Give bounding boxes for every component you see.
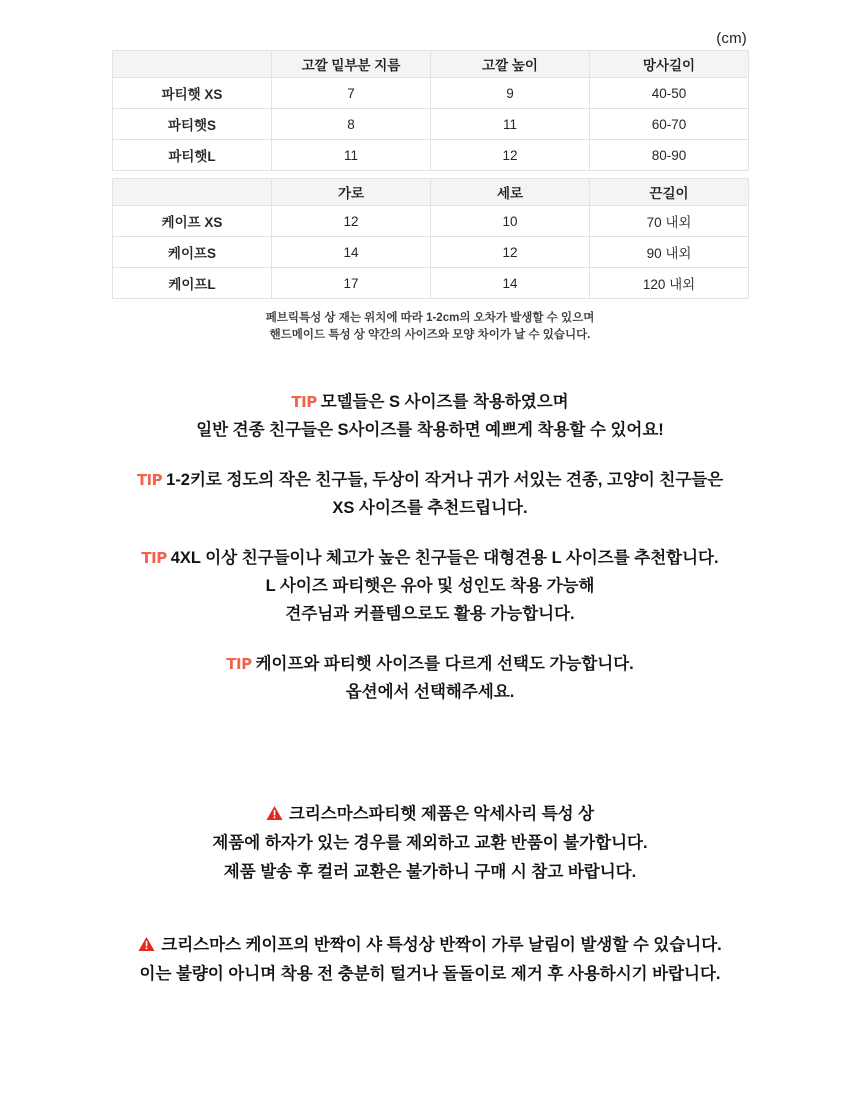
- tip-marker-icon: TIP: [291, 393, 317, 411]
- table-row: [113, 237, 749, 268]
- table-cell: 9: [431, 78, 590, 109]
- table-cell: 파티햇L: [113, 140, 272, 171]
- table-cell: 14: [431, 268, 590, 299]
- tip-block: [0, 650, 860, 706]
- table-cell: 케이프S: [113, 237, 272, 268]
- tip-line: 견주님과 커플템으로도 활용 가능합니다.: [285, 605, 575, 623]
- tip-text: 1-2키로 정도의 작은 친구들, 두상이 작거나 귀가 서있는 견종, 고양이 친구들은: [166, 471, 724, 489]
- tip-line: L 사이즈 파티햇은 유아 및 성인도 착용 가능해: [265, 577, 595, 595]
- measurement-note-line: 페브릭특성 상 재는 위치에 따라 1-2cm의 오차가 발생할 수 있으며: [265, 312, 595, 324]
- table-cell: 파티햇S: [113, 109, 272, 140]
- tip-text: 케이프와 파티햇 사이즈를 다르게 선택도 가능합니다.: [255, 655, 634, 673]
- table-cell: 14: [272, 237, 431, 268]
- table-header-cell: 고깔 밑부분 지름: [272, 51, 431, 78]
- table-row: [113, 78, 749, 109]
- table-cell: 8: [272, 109, 431, 140]
- tip-text: 4XL 이상 친구들이나 체고가 높은 친구들은 대형견용 L 사이즈를 추천합니다.: [170, 549, 719, 567]
- table-cell: 12: [431, 237, 590, 268]
- cape-size-table-wrapper: [112, 178, 748, 299]
- table-cell: 10: [431, 206, 590, 237]
- warning-line: 이는 불량이 아니며 착용 전 충분히 털거나 돌돌이로 제거 후 사용하시기 바랍니다.: [139, 965, 721, 983]
- party-hat-size-table-wrapper: [112, 50, 748, 171]
- table-cell: 40-50: [590, 78, 749, 109]
- table-cell: 120 내외: [590, 268, 749, 299]
- tip-line: [0, 388, 860, 416]
- tips-section: [0, 388, 860, 728]
- tip-block: [0, 388, 860, 444]
- table-cell: 12: [272, 206, 431, 237]
- warning-text: 크리스마스 케이프의 반짝이 샤 특성상 반짝이 가루 날림이 발생할 수 있습니다.: [161, 936, 722, 954]
- table-cell: 12: [431, 140, 590, 171]
- table-row: [113, 109, 749, 140]
- tip-line: [0, 650, 860, 678]
- tip-line: [0, 466, 860, 494]
- table-header-row: [113, 51, 749, 78]
- table-cell: 90 내외: [590, 237, 749, 268]
- table-cell: 60-70: [590, 109, 749, 140]
- party-hat-size-table: [112, 50, 749, 171]
- warning-line: 제품에 하자가 있는 경우를 제외하고 교환 반품이 불가합니다.: [212, 834, 648, 852]
- tip-block: [0, 544, 860, 628]
- table-header-cell: [113, 179, 272, 206]
- unit-label: (cm): [716, 30, 747, 47]
- table-row: [113, 268, 749, 299]
- table-cell: 11: [272, 140, 431, 171]
- table-cell: 70 내외: [590, 206, 749, 237]
- table-row: [113, 140, 749, 171]
- table-cell: 7: [272, 78, 431, 109]
- tip-line: 옵션에서 선택해주세요.: [345, 683, 515, 701]
- table-header-row: [113, 179, 749, 206]
- table-header-cell: 끈길이: [590, 179, 749, 206]
- table-cell: 파티햇 XS: [113, 78, 272, 109]
- table-cell: 11: [431, 109, 590, 140]
- measurement-note-line: 핸드메이드 특성 상 약간의 사이즈와 모양 차이가 날 수 있습니다.: [269, 329, 591, 341]
- warning-icon: [138, 936, 155, 952]
- tip-marker-icon: TIP: [141, 549, 167, 567]
- warning-line: [0, 931, 860, 960]
- tip-marker-icon: TIP: [136, 471, 163, 489]
- warning-text: 크리스마스파티햇 제품은 악세사리 특성 상: [288, 805, 595, 823]
- table-header-cell: 망사길이: [590, 51, 749, 78]
- table-header-cell: 고깔 높이: [431, 51, 590, 78]
- table-cell: 케이프 XS: [113, 206, 272, 237]
- warnings-section: [0, 800, 860, 1033]
- warning-block: [0, 931, 860, 989]
- tip-line: XS 사이즈를 추천드립니다.: [332, 499, 528, 517]
- table-cell: 17: [272, 268, 431, 299]
- table-cell: 80-90: [590, 140, 749, 171]
- tip-text: 모델들은 S 사이즈를 착용하였으며: [320, 393, 569, 411]
- measurement-note: [0, 310, 860, 344]
- table-cell: 케이프L: [113, 268, 272, 299]
- tip-block: [0, 466, 860, 522]
- table-header-cell: 세로: [431, 179, 590, 206]
- warning-line: [0, 800, 860, 829]
- tip-line: [0, 544, 860, 572]
- tip-line: 일반 견종 친구들은 S사이즈를 착용하면 예쁘게 착용할 수 있어요!: [196, 421, 664, 439]
- cape-size-table: [112, 178, 749, 299]
- table-row: [113, 206, 749, 237]
- warning-icon: [266, 805, 283, 821]
- tip-marker-icon: TIP: [226, 655, 252, 673]
- table-header-cell: 가로: [272, 179, 431, 206]
- warning-line: 제품 발송 후 컬러 교환은 불가하니 구매 시 참고 바랍니다.: [223, 863, 637, 881]
- warning-block: [0, 800, 860, 887]
- table-header-cell: [113, 51, 272, 78]
